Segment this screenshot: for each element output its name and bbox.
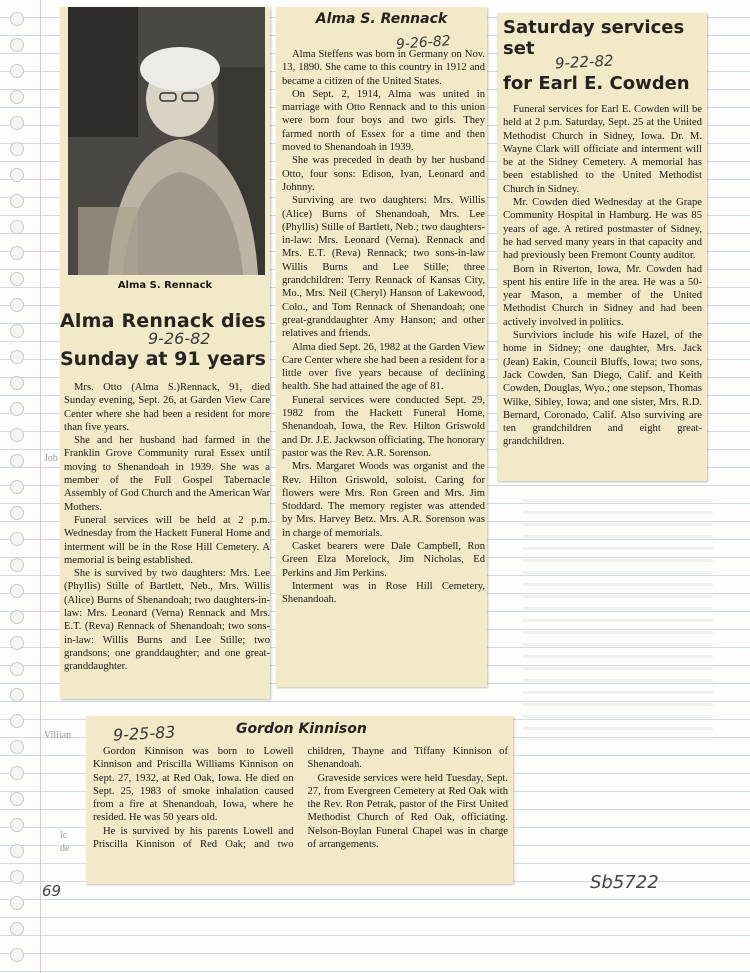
handwritten-date: 9-25-83 <box>112 722 176 745</box>
paragraph: Surviving are two daughters: Mrs. Willis (Alice) Burns of Shenandoah, Mrs. Lee (Phyllis) Stille of Bartlett, Neb.; two daughters-in-law: Mrs. Leonard (Verna). Rennack and Mrs. E.T. (Reva) Rennack; two sons-in-law Willis Burns and Lee Stille; three grandchildren: Terry Rennack of Kansas City, Mo., Mrs. Neil (Cheryl) Hanson of Lakewood, Colo., and Tom Rennack of Shenandoah; one great-granddaughter Amy Hanson; and other relatives and friends. <box>282 195 485 340</box>
paragraph: Surviviors include his wife Hazel, of the home in Sidney; one daughter, Mrs. Jack (Jean) Eakin, Council Bluffs, Iowa; two sons, Jack Cowden, San Diego, Calif. and Keith Cowden, Douglas, Wyo.; one stepson, Thomas Wilke, Sibley, Iowa; and one sister, Mrs. R.D. Bernard, Coronado, Calif. Also surviving are ten grandchildren and eight great-grandchildren. <box>503 330 702 448</box>
portrait-image <box>68 7 265 275</box>
faded-offset-text <box>523 490 713 740</box>
stray-text: de <box>60 843 70 854</box>
punch-hole <box>10 922 24 936</box>
punch-hole <box>10 142 24 156</box>
headline: Alma S. Rennack <box>315 11 448 27</box>
paragraph: Graveside services were held Tuesday, Sept. 27, from Evergreen Cemetery at Red Oak with the Rev. Ron Petrak, pastor of the First United Methodist Church of Red Oak, officiating. Nelson-Boylan Funeral Chapel was in charge of arrangements. <box>307 772 508 851</box>
punch-hole <box>10 948 24 962</box>
portrait-photo <box>68 7 265 275</box>
punch-hole <box>10 454 24 468</box>
clipping-alma-rennack-dies <box>60 7 270 699</box>
headline: Gordon Kinnison <box>236 721 367 737</box>
stray-text: Villian <box>44 730 72 741</box>
paragraph: Born in Riverton, Iowa, Mr. Cowden had spent his entire life in the area. He was a 50-year Mason, a member of the United Methodist Church in Sidney and had been actively involved in politics. <box>503 263 702 328</box>
clipping-earl-cowden <box>497 13 707 481</box>
paragraph: On Sept. 2, 1914, Alma was united in marriage with Otto Rennack and to this union were born four boys and two girls. They farmed north of Essex for a time and then moved to Shenandoah in 1939. <box>282 88 485 154</box>
punch-hole <box>10 402 24 416</box>
punch-hole <box>10 324 24 338</box>
punch-hole <box>10 272 24 286</box>
punch-hole <box>10 662 24 676</box>
punch-hole <box>10 376 24 390</box>
clipping-gordon-kinnison <box>86 716 513 884</box>
punch-hole <box>10 64 24 78</box>
punch-hole <box>10 220 24 234</box>
paragraph: Alma Steffens was born in Germany on Nov. 13, 1890. She came to this country in 1912 and became a citizen of the United States. <box>282 49 485 87</box>
punch-hole <box>10 714 24 728</box>
catalog-number: Sb5722 <box>590 872 659 893</box>
handwritten-date: 9-26-82 <box>395 33 452 53</box>
paragraph: Funeral services will be held at 2 p.m. Wednesday from the Hackett Funeral Home and interment will be in the Rose Hill Cemetery. A memorial is being established. <box>64 514 270 566</box>
punch-hole <box>10 896 24 910</box>
margin-line <box>40 0 41 973</box>
article-body <box>64 381 270 674</box>
handwritten-date: 9-26-82 <box>148 329 211 348</box>
punch-hole <box>10 688 24 702</box>
punch-hole <box>10 818 24 832</box>
headline-line-1: Alma Rennack dies <box>60 310 267 332</box>
headline-line-1: Saturday services set <box>503 17 685 59</box>
punch-hole <box>10 350 24 364</box>
paragraph: She is survived by two daughters: Mrs. Lee (Phyllis) Stille of Bartlett, Neb., Mrs. Willis (Alice) Burns of Shenandoah; two daughters-in-law: Mrs. Leonard (Verna) Rennack and Mrs. E.T. (Reva) Rennack of Shenandoah; two sons-in-law: Willis Burns and Lee Stille; two grandsons; one granddaughter; and one great-granddaughter. <box>64 568 270 673</box>
punch-hole <box>10 506 24 520</box>
article-body <box>282 48 485 606</box>
page-number: 69 <box>42 882 62 900</box>
paragraph: Funeral services were conducted Sept. 29, 1982 from the Hackett Funeral Home, Shenandoah, Iowa, the Rev. Hilton Griswold and Dr. J.E. Jackwson officiating. The honorary pastor was the Rev. A.R. Sorenson. <box>282 394 485 459</box>
punch-hole <box>10 870 24 884</box>
punch-hole <box>10 168 24 182</box>
photo-caption: Alma S. Rennack <box>117 280 213 291</box>
punch-hole <box>10 610 24 624</box>
article-body <box>93 745 508 851</box>
punch-hole <box>10 636 24 650</box>
punch-hole <box>10 38 24 52</box>
punch-hole <box>10 584 24 598</box>
handwritten-date: 9-22-82 <box>554 51 614 73</box>
paragraph: Gordon Kinnison was born to Lowell Kinnison and Priscilla Williams Kinnison on Sept. 27, 1932, at Red Oak, Iowa. He died on Sept. 25, 1983 of smoke inhalation caused from a fire at Shenandoah, Iowa, where he resided. He was 50 years old. <box>93 746 294 824</box>
punch-holes <box>10 12 28 962</box>
stray-text: ic <box>60 830 68 841</box>
paragraph: He is survived by his parents Lowell and Priscilla Kinnison of Red Oak; and two children, Thayne and Tiffany Kinnison of Shenandoah. <box>93 746 508 851</box>
punch-hole <box>10 558 24 572</box>
punch-hole <box>10 844 24 858</box>
headline-line-2: for Earl E. Cowden <box>503 73 690 94</box>
paragraph: Interment was in Rose Hill Cemetery, Shenandoah. <box>282 580 485 606</box>
paragraph: She was preceded in death by her husband Otto, four sons: Edison, Ivan, Leonard and Johnny. <box>282 155 485 193</box>
punch-hole <box>10 792 24 806</box>
punch-hole <box>10 116 24 130</box>
headline-line-2: Sunday at 91 years <box>60 348 266 370</box>
stray-text: Job <box>44 453 58 464</box>
punch-hole <box>10 766 24 780</box>
article-body <box>503 103 702 449</box>
punch-hole <box>10 298 24 312</box>
paragraph: She and her husband had farmed in the Franklin Grove Community rural Essex until moving to Shenandoah in 1939. She was a member of the Full Gospel Tabernacle Assembly of God Church and the American War Mothers. <box>64 435 270 513</box>
punch-hole <box>10 480 24 494</box>
paragraph: Mr. Cowden died Wednesday at the Grape Community Hospital in Hamburg. He was 85 years of age. A retired postmaster of Sidney, he had served many years in that capacity and had previously been Fremont County auditor. <box>503 197 702 262</box>
punch-hole <box>10 90 24 104</box>
punch-hole <box>10 740 24 754</box>
paragraph: Casket bearers were Dale Campbell, Ron Green Elza Morelock, Jim Nicholas, Ed Perkins and Jim Perkins. <box>282 540 485 579</box>
punch-hole <box>10 532 24 546</box>
paragraph: Mrs. Otto (Alma S.)Rennack, 91, died Sunday evening, Sept. 26, at Garden View Care Center where she had been a resident for more than five years. <box>64 382 270 433</box>
paragraph: Funeral services for Earl E. Cowden will be held at 2 p.m. Saturday, Sept. 25 at the United Methodist Church in Sidney, Iowa. Dr. M. Wayne Clark will officiate and interment will be at the Sidney Cemetery. A memorial has been established to the United Methodist Church in Sidney. <box>503 104 702 195</box>
punch-hole <box>10 194 24 208</box>
punch-hole <box>10 428 24 442</box>
punch-hole <box>10 246 24 260</box>
punch-hole <box>10 12 24 26</box>
paragraph: Mrs. Margaret Woods was organist and the Rev. Hilton Griswold, soloist. Caring for flowers were Mrs. Ron Green and Mrs. Jim Stoddard. The memory register was attended by Mrs. Harvey Betz. Mrs. A.R. Sorenson was in charge of memorials. <box>282 461 485 539</box>
clipping-alma-s-rennack <box>276 7 487 687</box>
paragraph: Alma died Sept. 26, 1982 at the Garden View Care Center where she had been a resident for a little over five years because of declining health. She had attained the age of 81. <box>282 341 485 393</box>
